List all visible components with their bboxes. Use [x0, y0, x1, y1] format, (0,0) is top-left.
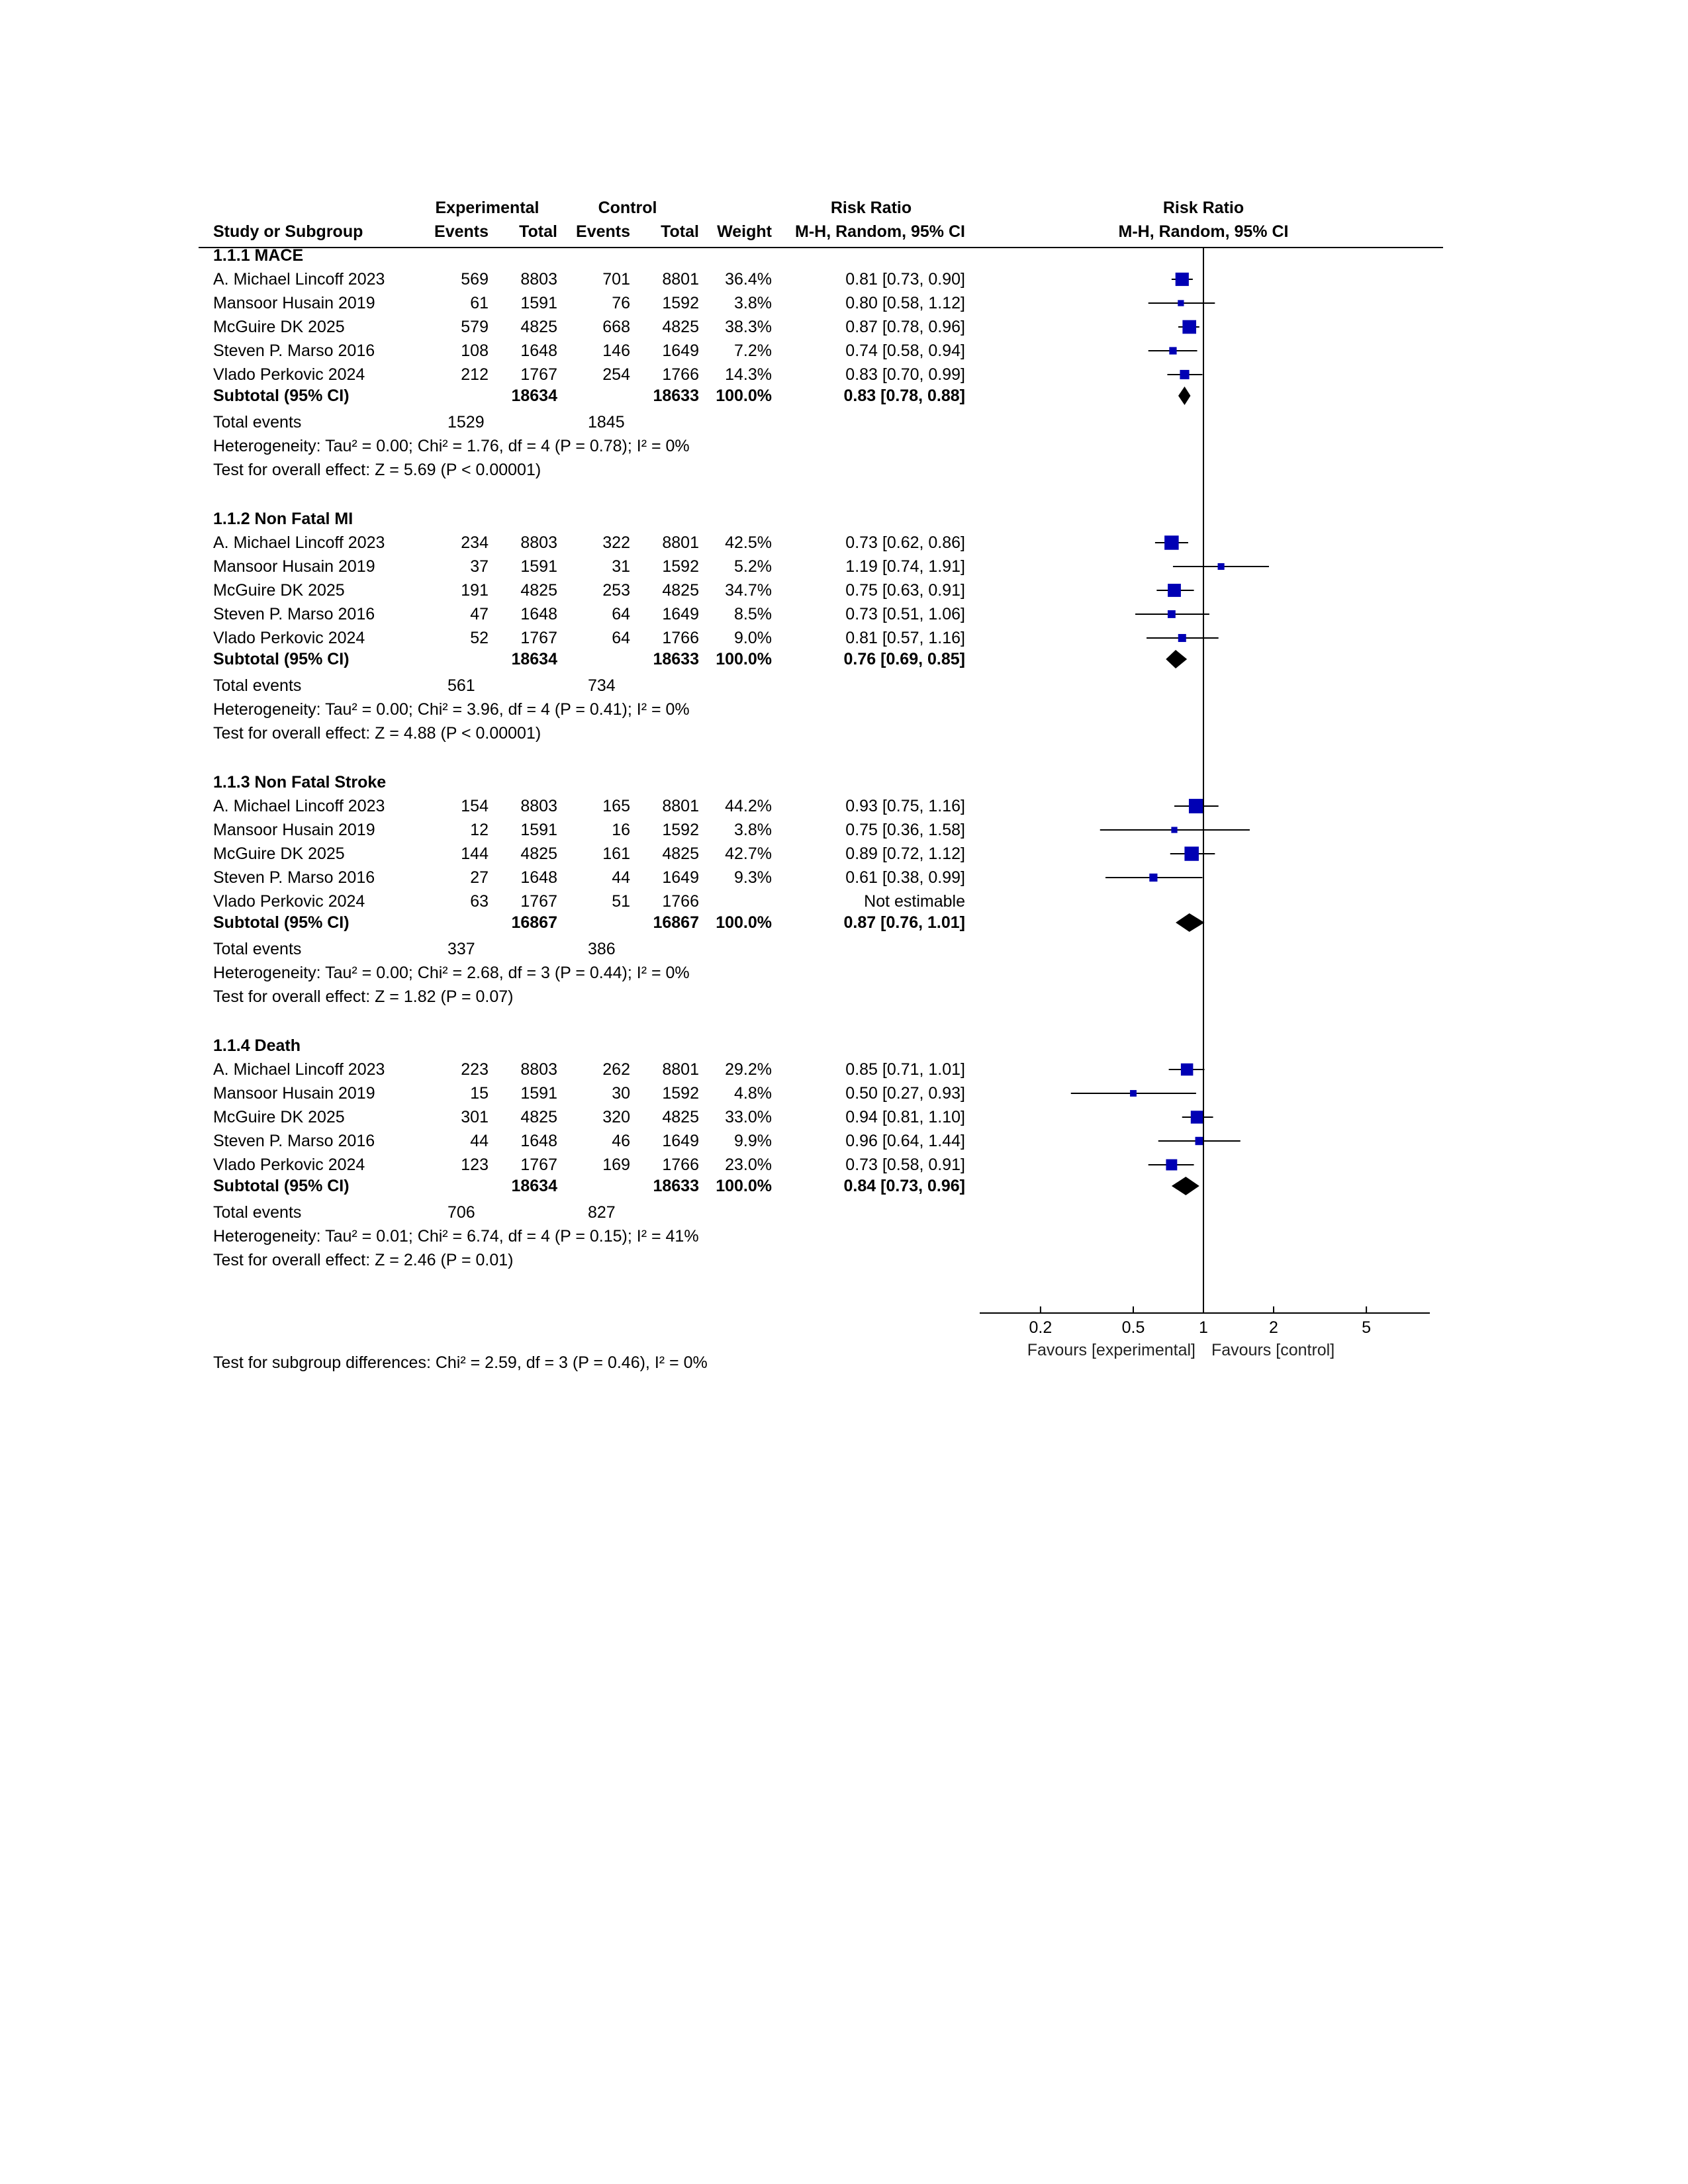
ctrl-total: 8801 [662, 797, 699, 815]
study-risk-ratio: 0.75 [0.63, 0.91] [845, 581, 965, 600]
subtotal-ctrl-total: 16867 [653, 913, 699, 932]
study-point [1169, 347, 1176, 354]
header-rr-method: M-H, Random, 95% CI [795, 222, 965, 241]
header-weight: Weight [717, 222, 772, 241]
subtotal-ctrl-total: 18633 [653, 650, 699, 668]
study-point [1171, 827, 1177, 833]
exp-total: 8803 [520, 797, 557, 815]
study-weight: 38.3% [725, 318, 772, 336]
total-events-exp: 1529 [447, 413, 485, 432]
study-point [1182, 320, 1196, 334]
subgroup-differences-test: Test for subgroup differences: Chi² = 2.59, df = 3 (P = 0.46), I² = 0% [213, 1353, 708, 1372]
exp-total: 4825 [520, 581, 557, 600]
exp-events: 191 [461, 581, 489, 600]
header-study: Study or Subgroup [213, 222, 363, 241]
exp-total: 1648 [520, 341, 557, 360]
study-name: Steven P. Marso 2016 [213, 605, 375, 623]
exp-events: 15 [470, 1084, 489, 1103]
study-name: A. Michael Lincoff 2023 [213, 797, 385, 815]
subtotal-ctrl-total: 18633 [653, 1177, 699, 1195]
study-point [1196, 1137, 1203, 1145]
study-point [1189, 799, 1203, 813]
overall-effect-test: Test for overall effect: Z = 2.46 (P = 0.01) [213, 1251, 514, 1269]
study-weight: 36.4% [725, 270, 772, 289]
subtotal-ctrl-total: 18633 [653, 387, 699, 405]
ctrl-total: 8801 [662, 1060, 699, 1079]
x-tick-label: 0.2 [1029, 1318, 1053, 1337]
study-risk-ratio: 0.81 [0.57, 1.16] [845, 629, 965, 647]
exp-total: 1648 [520, 868, 557, 887]
study-point [1130, 1090, 1137, 1097]
study-name: Steven P. Marso 2016 [213, 341, 375, 360]
subtotal-exp-total: 16867 [511, 913, 557, 932]
exp-events: 301 [461, 1108, 489, 1126]
exp-events: 212 [461, 365, 489, 384]
ctrl-events: 44 [612, 868, 630, 887]
study-risk-ratio: 1.19 [0.74, 1.91] [845, 557, 965, 576]
study-risk-ratio: 0.50 [0.27, 0.93] [845, 1084, 965, 1103]
exp-events: 44 [470, 1132, 489, 1150]
exp-total: 1591 [520, 557, 557, 576]
total-events-ctrl: 386 [588, 940, 616, 958]
study-point [1166, 1160, 1177, 1171]
header-ctrl-total: Total [661, 222, 699, 241]
subtotal-label: Subtotal (95% CI) [213, 387, 350, 405]
ctrl-total: 1766 [662, 365, 699, 384]
total-events-label: Total events [213, 940, 302, 958]
ctrl-events: 31 [612, 557, 630, 576]
study-weight: 8.5% [734, 605, 772, 623]
header-ctrl-events: Events [576, 222, 630, 241]
header-control: Control [598, 199, 657, 217]
subtotal-risk-ratio: 0.83 [0.78, 0.88] [843, 387, 965, 405]
study-weight: 33.0% [725, 1108, 772, 1126]
ctrl-events: 64 [612, 605, 630, 623]
subtotal-diamond [1178, 387, 1190, 405]
subgroup-title: 1.1.1 MACE [213, 246, 304, 265]
study-name: Vlado Perkovic 2024 [213, 892, 365, 911]
exp-total: 4825 [520, 1108, 557, 1126]
study-weight: 9.3% [734, 868, 772, 887]
ctrl-total: 1592 [662, 557, 699, 576]
study-weight: 9.9% [734, 1132, 772, 1150]
ctrl-total: 1766 [662, 892, 699, 911]
study-risk-ratio: 0.89 [0.72, 1.12] [845, 844, 965, 863]
exp-events: 61 [470, 294, 489, 312]
subtotal-weight: 100.0% [716, 387, 772, 405]
study-risk-ratio: 0.87 [0.78, 0.96] [845, 318, 965, 336]
ctrl-events: 668 [602, 318, 630, 336]
exp-events: 144 [461, 844, 489, 863]
study-weight: 34.7% [725, 581, 772, 600]
header-exp-events: Events [434, 222, 489, 241]
exp-total: 1591 [520, 294, 557, 312]
heterogeneity-stats: Heterogeneity: Tau² = 0.01; Chi² = 6.74, df = 4 (P = 0.15); I² = 41% [213, 1227, 699, 1246]
study-risk-ratio: 0.80 [0.58, 1.12] [845, 294, 965, 312]
ctrl-events: 30 [612, 1084, 630, 1103]
total-events-exp: 337 [447, 940, 475, 958]
subtotal-weight: 100.0% [716, 913, 772, 932]
study-point [1149, 874, 1157, 882]
study-point [1180, 370, 1189, 379]
ctrl-total: 1592 [662, 1084, 699, 1103]
study-name: Steven P. Marso 2016 [213, 1132, 375, 1150]
ctrl-total: 1649 [662, 341, 699, 360]
study-risk-ratio: 0.96 [0.64, 1.44] [845, 1132, 965, 1150]
total-events-ctrl: 1845 [588, 413, 625, 432]
study-name: Mansoor Husain 2019 [213, 1084, 375, 1103]
study-weight: 3.8% [734, 294, 772, 312]
ctrl-events: 322 [602, 533, 630, 552]
study-name: McGuire DK 2025 [213, 581, 345, 600]
ctrl-total: 4825 [662, 1108, 699, 1126]
study-weight: 4.8% [734, 1084, 772, 1103]
exp-total: 4825 [520, 844, 557, 863]
total-events-exp: 706 [447, 1203, 475, 1222]
exp-total: 1767 [520, 365, 557, 384]
study-name: A. Michael Lincoff 2023 [213, 270, 385, 289]
exp-total: 1648 [520, 1132, 557, 1150]
study-point [1218, 563, 1225, 570]
study-point [1164, 535, 1178, 549]
study-weight: 5.2% [734, 557, 772, 576]
exp-events: 63 [470, 892, 489, 911]
study-point [1168, 610, 1176, 618]
exp-events: 223 [461, 1060, 489, 1079]
exp-events: 234 [461, 533, 489, 552]
subgroup-title: 1.1.3 Non Fatal Stroke [213, 773, 387, 792]
ctrl-events: 165 [602, 797, 630, 815]
overall-effect-test: Test for overall effect: Z = 5.69 (P < 0.00001) [213, 461, 541, 479]
study-risk-ratio: 0.83 [0.70, 0.99] [845, 365, 965, 384]
subtotal-risk-ratio: 0.76 [0.69, 0.85] [843, 650, 965, 668]
total-events-label: Total events [213, 676, 302, 695]
ctrl-events: 161 [602, 844, 630, 863]
heterogeneity-stats: Heterogeneity: Tau² = 0.00; Chi² = 3.96, df = 4 (P = 0.41); I² = 0% [213, 700, 690, 719]
header-exp-total: Total [519, 222, 557, 241]
favours-control-label: Favours [control] [1211, 1341, 1335, 1359]
ctrl-events: 253 [602, 581, 630, 600]
heterogeneity-stats: Heterogeneity: Tau² = 0.00; Chi² = 2.68, df = 3 (P = 0.44); I² = 0% [213, 964, 690, 982]
header-plot-method: M-H, Random, 95% CI [1118, 222, 1289, 241]
study-risk-ratio: Not estimable [864, 892, 965, 911]
ctrl-total: 4825 [662, 581, 699, 600]
ctrl-events: 64 [612, 629, 630, 647]
ctrl-total: 8801 [662, 533, 699, 552]
ctrl-events: 16 [612, 821, 630, 839]
exp-total: 1591 [520, 1084, 557, 1103]
study-weight: 3.8% [734, 821, 772, 839]
study-risk-ratio: 0.75 [0.36, 1.58] [845, 821, 965, 839]
ctrl-total: 4825 [662, 318, 699, 336]
exp-total: 8803 [520, 533, 557, 552]
ctrl-total: 1592 [662, 821, 699, 839]
study-weight: 23.0% [725, 1156, 772, 1174]
ctrl-total: 4825 [662, 844, 699, 863]
study-weight: 29.2% [725, 1060, 772, 1079]
subtotal-risk-ratio: 0.87 [0.76, 1.01] [843, 913, 965, 932]
ctrl-events: 46 [612, 1132, 630, 1150]
ctrl-total: 1649 [662, 605, 699, 623]
ctrl-total: 1649 [662, 1132, 699, 1150]
study-name: Vlado Perkovic 2024 [213, 365, 365, 384]
exp-events: 579 [461, 318, 489, 336]
subtotal-weight: 100.0% [716, 650, 772, 668]
study-name: A. Michael Lincoff 2023 [213, 1060, 385, 1079]
study-risk-ratio: 0.81 [0.73, 0.90] [845, 270, 965, 289]
subtotal-diamond [1172, 1177, 1199, 1195]
study-name: Vlado Perkovic 2024 [213, 629, 365, 647]
study-point [1184, 846, 1199, 861]
exp-events: 27 [470, 868, 489, 887]
favours-experimental-label: Favours [experimental] [1027, 1341, 1196, 1359]
exp-total: 8803 [520, 270, 557, 289]
study-weight: 7.2% [734, 341, 772, 360]
total-events-label: Total events [213, 413, 302, 432]
study-name: McGuire DK 2025 [213, 318, 345, 336]
x-tick-label: 2 [1269, 1318, 1278, 1337]
ctrl-events: 76 [612, 294, 630, 312]
exp-total: 1767 [520, 1156, 557, 1174]
study-risk-ratio: 0.93 [0.75, 1.16] [845, 797, 965, 815]
study-name: McGuire DK 2025 [213, 1108, 345, 1126]
ctrl-events: 146 [602, 341, 630, 360]
exp-events: 37 [470, 557, 489, 576]
subtotal-exp-total: 18634 [511, 387, 557, 405]
subtotal-label: Subtotal (95% CI) [213, 650, 350, 668]
ctrl-events: 169 [602, 1156, 630, 1174]
study-name: Mansoor Husain 2019 [213, 557, 375, 576]
study-name: A. Michael Lincoff 2023 [213, 533, 385, 552]
exp-events: 52 [470, 629, 489, 647]
subtotal-weight: 100.0% [716, 1177, 772, 1195]
subgroup-title: 1.1.4 Death [213, 1036, 301, 1055]
subtotal-exp-total: 18634 [511, 650, 557, 668]
ctrl-events: 262 [602, 1060, 630, 1079]
total-events-label: Total events [213, 1203, 302, 1222]
subtotal-exp-total: 18634 [511, 1177, 557, 1195]
study-point [1176, 273, 1189, 286]
study-point [1168, 584, 1181, 597]
subtotal-diamond [1176, 913, 1204, 932]
study-risk-ratio: 0.73 [0.62, 0.86] [845, 533, 965, 552]
study-name: Mansoor Husain 2019 [213, 821, 375, 839]
total-events-exp: 561 [447, 676, 475, 695]
subgroup-title: 1.1.2 Non Fatal MI [213, 510, 353, 528]
exp-total: 1648 [520, 605, 557, 623]
ctrl-total: 1766 [662, 629, 699, 647]
study-name: Mansoor Husain 2019 [213, 294, 375, 312]
study-weight: 44.2% [725, 797, 772, 815]
ctrl-events: 51 [612, 892, 630, 911]
study-weight: 14.3% [725, 365, 772, 384]
study-risk-ratio: 0.73 [0.58, 0.91] [845, 1156, 965, 1174]
exp-events: 108 [461, 341, 489, 360]
study-weight: 9.0% [734, 629, 772, 647]
study-name: McGuire DK 2025 [213, 844, 345, 863]
study-weight: 42.5% [725, 533, 772, 552]
ctrl-events: 701 [602, 270, 630, 289]
study-name: Vlado Perkovic 2024 [213, 1156, 365, 1174]
exp-total: 1767 [520, 629, 557, 647]
exp-total: 8803 [520, 1060, 557, 1079]
exp-total: 1591 [520, 821, 557, 839]
x-tick-label: 0.5 [1121, 1318, 1145, 1337]
study-risk-ratio: 0.85 [0.71, 1.01] [845, 1060, 965, 1079]
ctrl-total: 1592 [662, 294, 699, 312]
study-risk-ratio: 0.61 [0.38, 0.99] [845, 868, 965, 887]
ctrl-total: 8801 [662, 270, 699, 289]
x-tick-label: 5 [1362, 1318, 1372, 1337]
ctrl-events: 254 [602, 365, 630, 384]
ctrl-total: 1649 [662, 868, 699, 887]
study-risk-ratio: 0.74 [0.58, 0.94] [845, 341, 965, 360]
exp-events: 123 [461, 1156, 489, 1174]
ctrl-total: 1766 [662, 1156, 699, 1174]
subtotal-diamond [1166, 650, 1187, 668]
exp-events: 12 [470, 821, 489, 839]
overall-effect-test: Test for overall effect: Z = 4.88 (P < 0.00001) [213, 724, 541, 743]
study-point [1181, 1064, 1193, 1075]
header-experimental: Experimental [435, 199, 539, 217]
ctrl-events: 320 [602, 1108, 630, 1126]
header-plot-risk-ratio: Risk Ratio [1162, 199, 1244, 217]
header-risk-ratio: Risk Ratio [830, 199, 912, 217]
study-point [1191, 1111, 1203, 1123]
study-point [1178, 634, 1186, 642]
study-point [1178, 300, 1184, 306]
exp-events: 569 [461, 270, 489, 289]
total-events-ctrl: 827 [588, 1203, 616, 1222]
exp-total: 4825 [520, 318, 557, 336]
exp-events: 154 [461, 797, 489, 815]
exp-events: 47 [470, 605, 489, 623]
overall-effect-test: Test for overall effect: Z = 1.82 (P = 0.07) [213, 987, 514, 1006]
study-weight: 42.7% [725, 844, 772, 863]
total-events-ctrl: 734 [588, 676, 616, 695]
study-name: Steven P. Marso 2016 [213, 868, 375, 887]
heterogeneity-stats: Heterogeneity: Tau² = 0.00; Chi² = 1.76, df = 4 (P = 0.78); I² = 0% [213, 437, 690, 455]
subtotal-risk-ratio: 0.84 [0.73, 0.96] [843, 1177, 965, 1195]
subtotal-label: Subtotal (95% CI) [213, 1177, 350, 1195]
study-risk-ratio: 0.73 [0.51, 1.06] [845, 605, 965, 623]
x-tick-label: 1 [1199, 1318, 1208, 1337]
study-risk-ratio: 0.94 [0.81, 1.10] [845, 1108, 965, 1126]
exp-total: 1767 [520, 892, 557, 911]
subtotal-label: Subtotal (95% CI) [213, 913, 350, 932]
